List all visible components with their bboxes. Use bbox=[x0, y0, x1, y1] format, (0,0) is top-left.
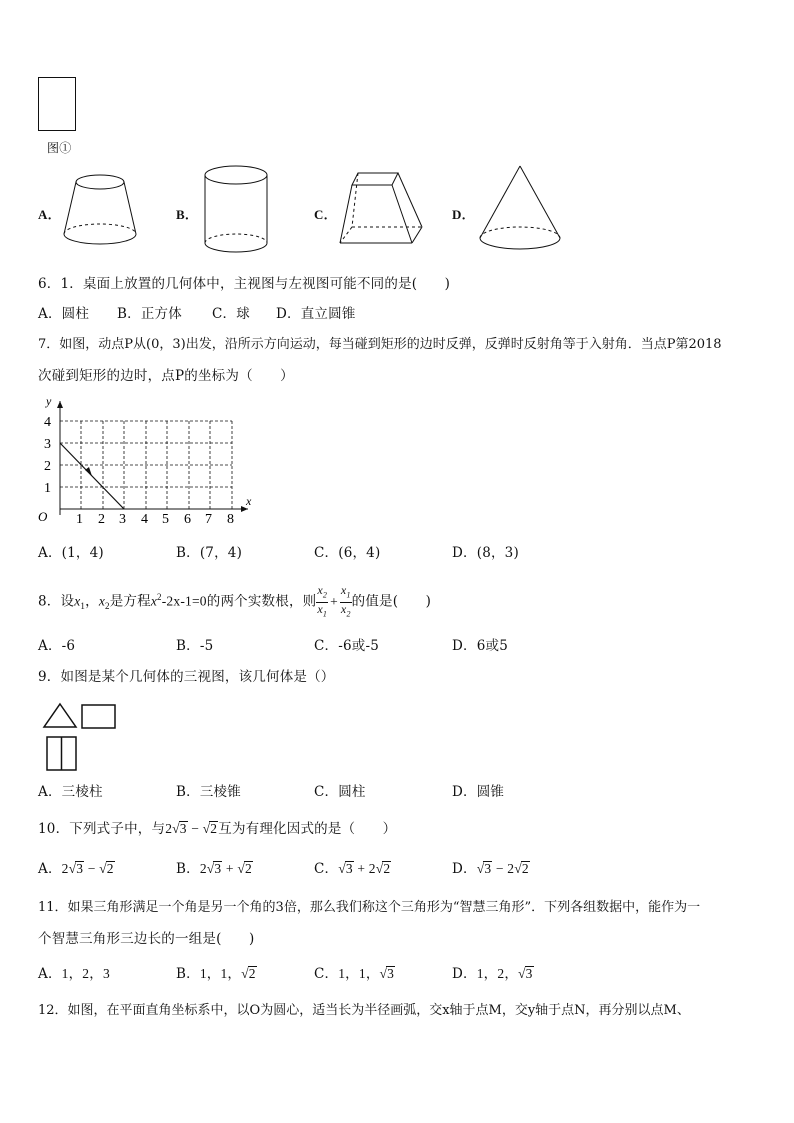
q12-stem-line-1: 12．如图，在平面直角坐标系中，以O为圆心，适当长为半径画弧，交x轴于点M，交y轴于点N，再分别以点M、 bbox=[38, 1003, 690, 1018]
q8-option-a: A．-6 bbox=[38, 638, 76, 654]
q7-y-axis-label: y bbox=[46, 394, 52, 408]
q8-eq-x: x bbox=[150, 593, 158, 609]
q5-option-a-frustum-cone bbox=[60, 172, 140, 252]
q10-option-b: B．2√3 + √2 bbox=[176, 861, 252, 877]
q9-stem: 9．如图是某个几何体的三视图，该几何体是（） bbox=[38, 669, 335, 685]
q9-option-d: D．圆锥 bbox=[452, 784, 505, 800]
q8-x2-sub: 2 bbox=[105, 601, 110, 612]
q5-option-c-label: C． bbox=[314, 207, 337, 222]
q7-option-c: C．(6，4) bbox=[314, 545, 381, 561]
q11-option-c: C．1，1，√3 bbox=[314, 966, 395, 982]
q8-x2: x bbox=[98, 593, 106, 609]
q7-y-tick: 1 bbox=[44, 481, 51, 496]
q7-x-axis-label: x bbox=[246, 494, 252, 508]
q8-fraction-2: $\frac{x_1}{x_2}$ bbox=[340, 583, 351, 618]
q9-option-c: C．圆柱 bbox=[314, 784, 366, 800]
q8-eq-rest: -2x-1=0 bbox=[161, 593, 207, 609]
q8-eq-sup: 2 bbox=[157, 592, 162, 602]
q7-stem-line-1: 7．如图，动点P从(0，3)出发，沿所示方向运动，每当碰到矩形的边时反弹，反弹时反射角等于入射角．当点P第2018 bbox=[38, 337, 722, 352]
q7-x-tick: 7 bbox=[205, 512, 212, 527]
q7-y-tick: 2 bbox=[44, 459, 51, 474]
q8-x1: x bbox=[74, 593, 81, 609]
q6-option-a: A．圆柱 bbox=[38, 306, 90, 322]
q10-option-d: D．√3 − 2√2 bbox=[452, 861, 529, 877]
q8-stem: 8．设$x_1$，$x_2$是方程$x^2-2x-1=0$的两个实数根，则 $\frac{x_2}{x_1}$ + $\frac{x_1}{x_2}$ 的值是( ) bbox=[38, 583, 432, 618]
q10-prefix: 10．下列式子中，与 bbox=[38, 821, 166, 837]
q5-option-b-cylinder bbox=[202, 163, 272, 258]
q10-stem-expression: 2√3 − √2 bbox=[165, 821, 218, 836]
q6-stem: 6．1．桌面上放置的几何体中，主视图与左视图可能不同的是( ) bbox=[38, 276, 451, 292]
q5-option-d-cone bbox=[476, 164, 566, 254]
q7-option-b: B．(7，4) bbox=[176, 545, 243, 561]
q7-x-tick: 2 bbox=[98, 512, 105, 527]
q5-option-a-label: A． bbox=[38, 207, 61, 222]
q5-option-c-frustum-pyramid bbox=[336, 167, 426, 249]
q8-prefix: 8．设 bbox=[38, 593, 75, 610]
q7-x-tick: 3 bbox=[119, 512, 126, 527]
figure-1-rectangle bbox=[38, 77, 76, 131]
q9-three-view-figure bbox=[40, 700, 120, 774]
q6-option-d: D．直立圆锥 bbox=[276, 306, 356, 322]
q11-option-a: A．1，2，3 bbox=[38, 966, 110, 982]
q8-mid: 是方程 bbox=[109, 593, 151, 610]
q8-x1-sub: 1 bbox=[80, 601, 86, 612]
q10-option-c: C．√3 + 2√2 bbox=[314, 861, 391, 877]
q8-fraction-1: $\frac{x_2}{x_1}$ bbox=[317, 583, 328, 618]
figure-1-caption: 图① bbox=[47, 141, 72, 155]
q7-x-tick: 4 bbox=[141, 512, 148, 527]
q10-suffix: 互为有理化因式的是（ ） bbox=[218, 821, 397, 837]
q8-after-eq: 的两个实数根，则 bbox=[206, 593, 317, 610]
q7-stem-line-2: 次碰到矩形的边时，点P的坐标为（ ） bbox=[38, 368, 294, 384]
q6-option-b: B．正方体 bbox=[117, 306, 182, 322]
q11-option-b: B．1，1，√2 bbox=[176, 966, 256, 982]
q9-option-a: A．三棱柱 bbox=[38, 784, 103, 800]
q7-x-tick: 8 bbox=[227, 512, 234, 527]
q7-option-d: D．(8，3) bbox=[452, 545, 519, 561]
q5-option-b-label: B． bbox=[176, 207, 199, 222]
q6-option-c: C．球 bbox=[212, 306, 250, 322]
q8-option-b: B．-5 bbox=[176, 638, 214, 654]
q10-option-a: A．2√3 − √2 bbox=[38, 861, 114, 877]
q7-option-a: A．(1，4) bbox=[38, 545, 104, 561]
q8-option-d: D．6或5 bbox=[452, 638, 509, 654]
q7-x-tick: 6 bbox=[184, 512, 191, 527]
q9-option-b: B．三棱锥 bbox=[176, 784, 241, 800]
q5-option-d-label: D． bbox=[452, 207, 475, 222]
q10-stem bbox=[38, 817, 396, 837]
q7-y-tick: 3 bbox=[44, 437, 51, 452]
q7-y-tick: 4 bbox=[44, 415, 51, 430]
q8-sep: ， bbox=[85, 593, 99, 610]
q11-option-d: D．1，2，√3 bbox=[452, 966, 533, 982]
q7-x-tick: 5 bbox=[162, 512, 169, 527]
q7-coordinate-figure bbox=[30, 393, 260, 528]
q7-x-tick: 1 bbox=[76, 512, 83, 527]
q11-stem-line-1: 11．如果三角形满足一个角是另一个角的3倍，那么我们称这个三角形为“智慧三角形”．下列各组数据中，能作为一 bbox=[38, 900, 701, 915]
q11-stem-line-2: 个智慧三角形三边长的一组是( ) bbox=[38, 931, 255, 947]
q8-option-c: C．-6或-5 bbox=[314, 638, 380, 654]
q8-suffix: 的值是( ) bbox=[351, 593, 432, 610]
q7-origin-label: O bbox=[38, 509, 48, 524]
